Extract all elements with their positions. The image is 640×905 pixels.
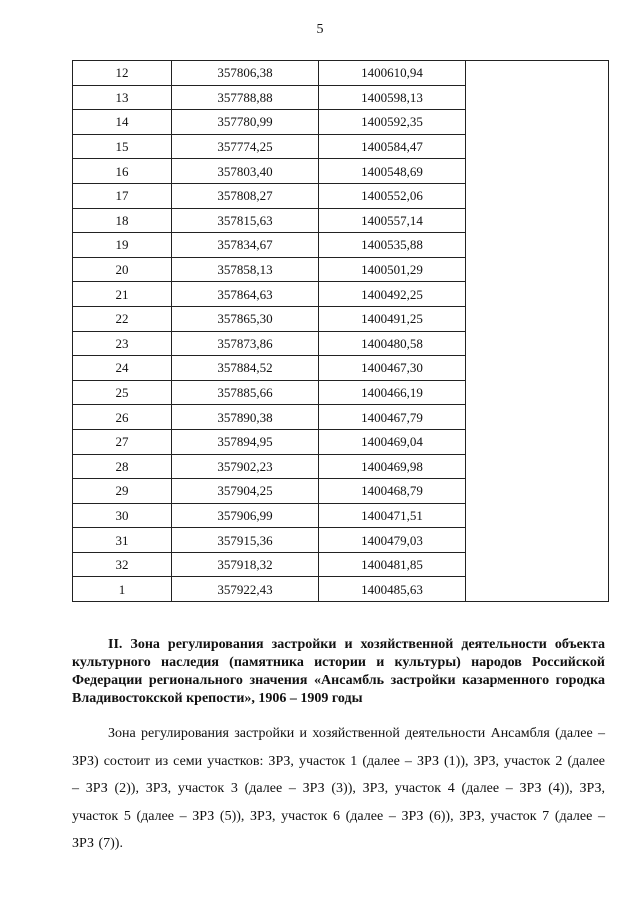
y-coordinate-cell: 1400471,51 <box>319 503 466 528</box>
x-coordinate-cell: 357806,38 <box>172 61 319 86</box>
point-number-cell: 18 <box>73 208 172 233</box>
point-number-cell: 30 <box>73 503 172 528</box>
point-number-cell: 1 <box>73 577 172 602</box>
section-heading: II. Зона регулирования застройки и хозяйственной деятельности объекта культурного наследия (памятника истории и культуры) народов Российской Федерации регионального значения «Ансамбль застройки казарменного городка Владивостокской крепости», 1906 – 1909 годы <box>72 637 605 706</box>
point-number-cell: 32 <box>73 552 172 577</box>
point-number-cell: 12 <box>73 61 172 86</box>
point-number-cell: 16 <box>73 159 172 184</box>
x-coordinate-cell: 357788,88 <box>172 85 319 110</box>
x-coordinate-cell: 357858,13 <box>172 257 319 282</box>
point-number-cell: 20 <box>73 257 172 282</box>
point-number-cell: 28 <box>73 454 172 479</box>
x-coordinate-cell: 357815,63 <box>172 208 319 233</box>
y-coordinate-cell: 1400584,47 <box>319 134 466 159</box>
point-number-cell: 25 <box>73 380 172 405</box>
x-coordinate-cell: 357894,95 <box>172 429 319 454</box>
x-coordinate-cell: 357780,99 <box>172 110 319 135</box>
y-coordinate-cell: 1400592,35 <box>319 110 466 135</box>
x-coordinate-cell: 357808,27 <box>172 183 319 208</box>
y-coordinate-cell: 1400491,25 <box>319 306 466 331</box>
y-coordinate-cell: 1400548,69 <box>319 159 466 184</box>
coordinates-table-body <box>73 61 609 602</box>
y-coordinate-cell: 1400480,58 <box>319 331 466 356</box>
y-coordinate-cell: 1400467,30 <box>319 356 466 381</box>
empty-side-cell <box>466 61 609 602</box>
x-coordinate-cell: 357918,32 <box>172 552 319 577</box>
point-number-cell: 19 <box>73 233 172 258</box>
section-paragraph: Зона регулирования застройки и хозяйственной деятельности Ансамбля (далее – ЗРЗ) состоит из семи участков: ЗРЗ, участок 1 (далее – ЗРЗ (1)), ЗРЗ, участок 2 (далее – ЗРЗ (2)), ЗРЗ, участок 3 (далее – ЗРЗ (3)), ЗРЗ, участок 4 (далее – ЗРЗ (4)), ЗРЗ, участок 5 (далее – ЗРЗ (5)), ЗРЗ, участок 6 (далее – ЗРЗ (6)), ЗРЗ, участок 7 (далее – ЗРЗ (7)). <box>72 726 605 851</box>
y-coordinate-cell: 1400479,03 <box>319 528 466 553</box>
x-coordinate-cell: 357902,23 <box>172 454 319 479</box>
point-number-cell: 14 <box>73 110 172 135</box>
y-coordinate-cell: 1400535,88 <box>319 233 466 258</box>
point-number-cell: 29 <box>73 479 172 504</box>
x-coordinate-cell: 357922,43 <box>172 577 319 602</box>
point-number-cell: 13 <box>73 85 172 110</box>
point-number-cell: 21 <box>73 282 172 307</box>
x-coordinate-cell: 357834,67 <box>172 233 319 258</box>
y-coordinate-cell: 1400492,25 <box>319 282 466 307</box>
y-coordinate-cell: 1400610,94 <box>319 61 466 86</box>
x-coordinate-cell: 357890,38 <box>172 405 319 430</box>
point-number-cell: 27 <box>73 429 172 454</box>
point-number-cell: 24 <box>73 356 172 381</box>
x-coordinate-cell: 357865,30 <box>172 306 319 331</box>
x-coordinate-cell: 357873,86 <box>172 331 319 356</box>
point-number-cell: 23 <box>73 331 172 356</box>
x-coordinate-cell: 357864,63 <box>172 282 319 307</box>
y-coordinate-cell: 1400481,85 <box>319 552 466 577</box>
y-coordinate-cell: 1400469,98 <box>319 454 466 479</box>
x-coordinate-cell: 357803,40 <box>172 159 319 184</box>
page-number: 5 <box>316 22 324 37</box>
point-number-cell: 15 <box>73 134 172 159</box>
y-coordinate-cell: 1400598,13 <box>319 85 466 110</box>
y-coordinate-cell: 1400469,04 <box>319 429 466 454</box>
x-coordinate-cell: 357884,52 <box>172 356 319 381</box>
y-coordinate-cell: 1400552,06 <box>319 183 466 208</box>
y-coordinate-cell: 1400468,79 <box>319 479 466 504</box>
x-coordinate-cell: 357906,99 <box>172 503 319 528</box>
x-coordinate-cell: 357774,25 <box>172 134 319 159</box>
point-number-cell: 22 <box>73 306 172 331</box>
y-coordinate-cell: 1400557,14 <box>319 208 466 233</box>
table-row <box>73 61 609 86</box>
y-coordinate-cell: 1400467,79 <box>319 405 466 430</box>
y-coordinate-cell: 1400466,19 <box>319 380 466 405</box>
point-number-cell: 17 <box>73 183 172 208</box>
x-coordinate-cell: 357885,66 <box>172 380 319 405</box>
coordinates-table <box>72 60 609 602</box>
y-coordinate-cell: 1400501,29 <box>319 257 466 282</box>
y-coordinate-cell: 1400485,63 <box>319 577 466 602</box>
x-coordinate-cell: 357904,25 <box>172 479 319 504</box>
x-coordinate-cell: 357915,36 <box>172 528 319 553</box>
point-number-cell: 31 <box>73 528 172 553</box>
point-number-cell: 26 <box>73 405 172 430</box>
